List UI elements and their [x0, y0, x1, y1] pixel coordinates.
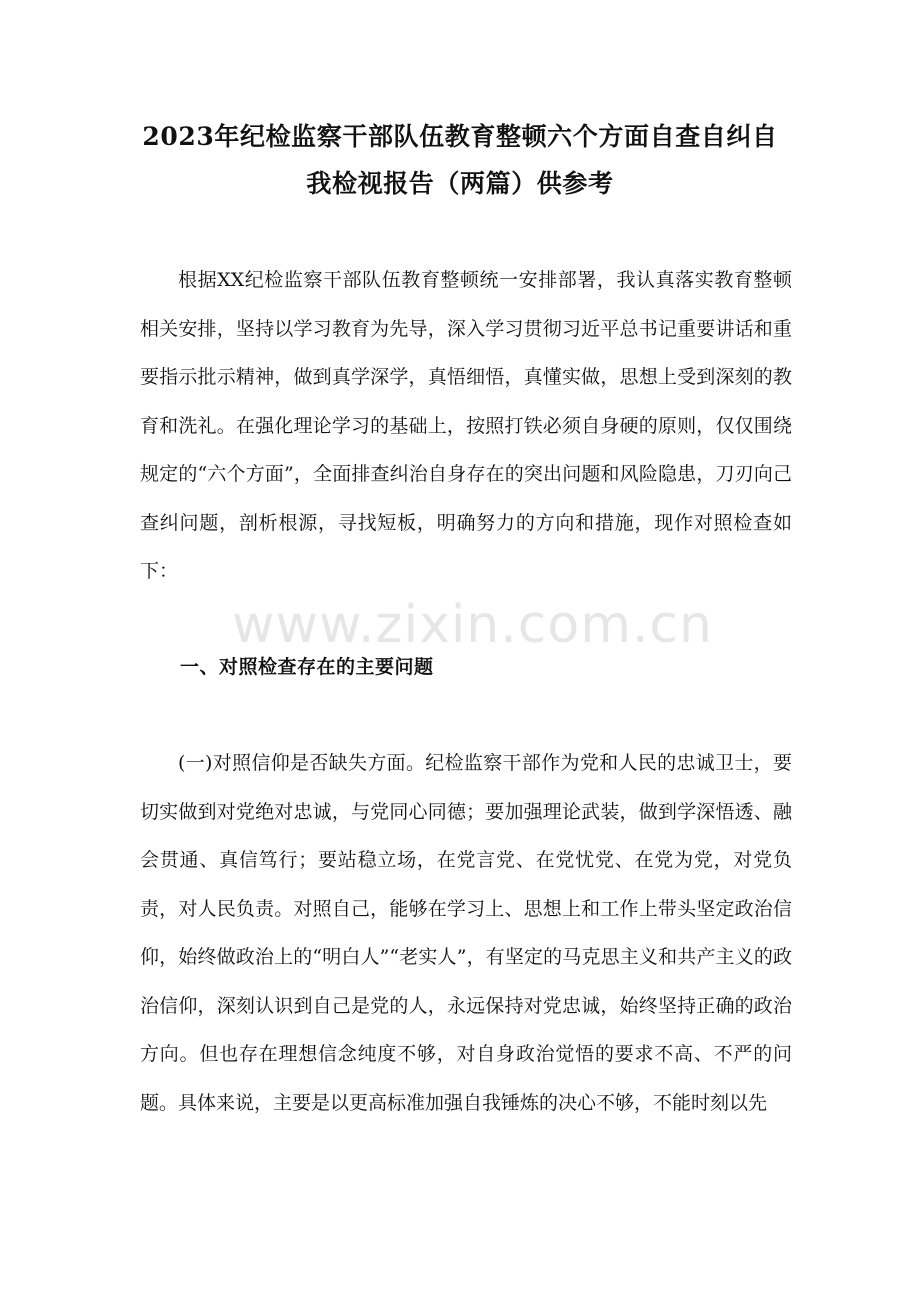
section-heading: 一、对照检查存在的主要问题 [180, 656, 434, 678]
document-title: 2023年纪检监察干部队伍教育整顿六个方面自查自纠自我检视报告（两篇）供参考 [142, 122, 778, 198]
intro-paragraph: 根据XX纪检监察干部队伍教育整顿统一安排部署，我认真落实教育整顿相关安排，坚持以学习教育为先导，深入学习贯彻习近平总书记重要讲话和重要指示批示精神，做到真学深学，真悟细悟，真懂实做，思想上受到深刻的教育和洗礼。在强化理论学习的基础上，按照打铁必须自身硬的原则，仅仅围绕规定的“六个方面”，全面排查纠治自身存在的突出问题和风险隐患，刀刃向己查纠问题，剖析根源，寻找短板，明确努力的方向和措施，现作对照检查如下： [140, 269, 792, 582]
watermark: www.zixin.com.cn [232, 595, 713, 655]
section-paragraph: (一)对照信仰是否缺失方面。纪检监察干部作为党和人民的忠诚卫士，要切实做到对党绝对忠诚，与党同心同德；要加强理论武装，做到学深悟透、融会贯通、真信笃行；要站稳立场，在党言党、在党忧党、在党为党，对党负责，对人民负责。对照自己，能够在学习上、思想上和工作上带头坚定政治信仰，始终做政治上的“明白人”“老实人”，有坚定的马克思主义和共产主义的政治信仰，深刻认识到自己是党的人，永远保持对党忠诚，始终坚持正确的政治方向。但也存在理想信念纯度不够，对自身政治觉悟的要求不高、不严的问题。具体来说，主要是以更高标准加强自我锤炼的决心不够，不能时刻以先 [140, 752, 792, 1114]
